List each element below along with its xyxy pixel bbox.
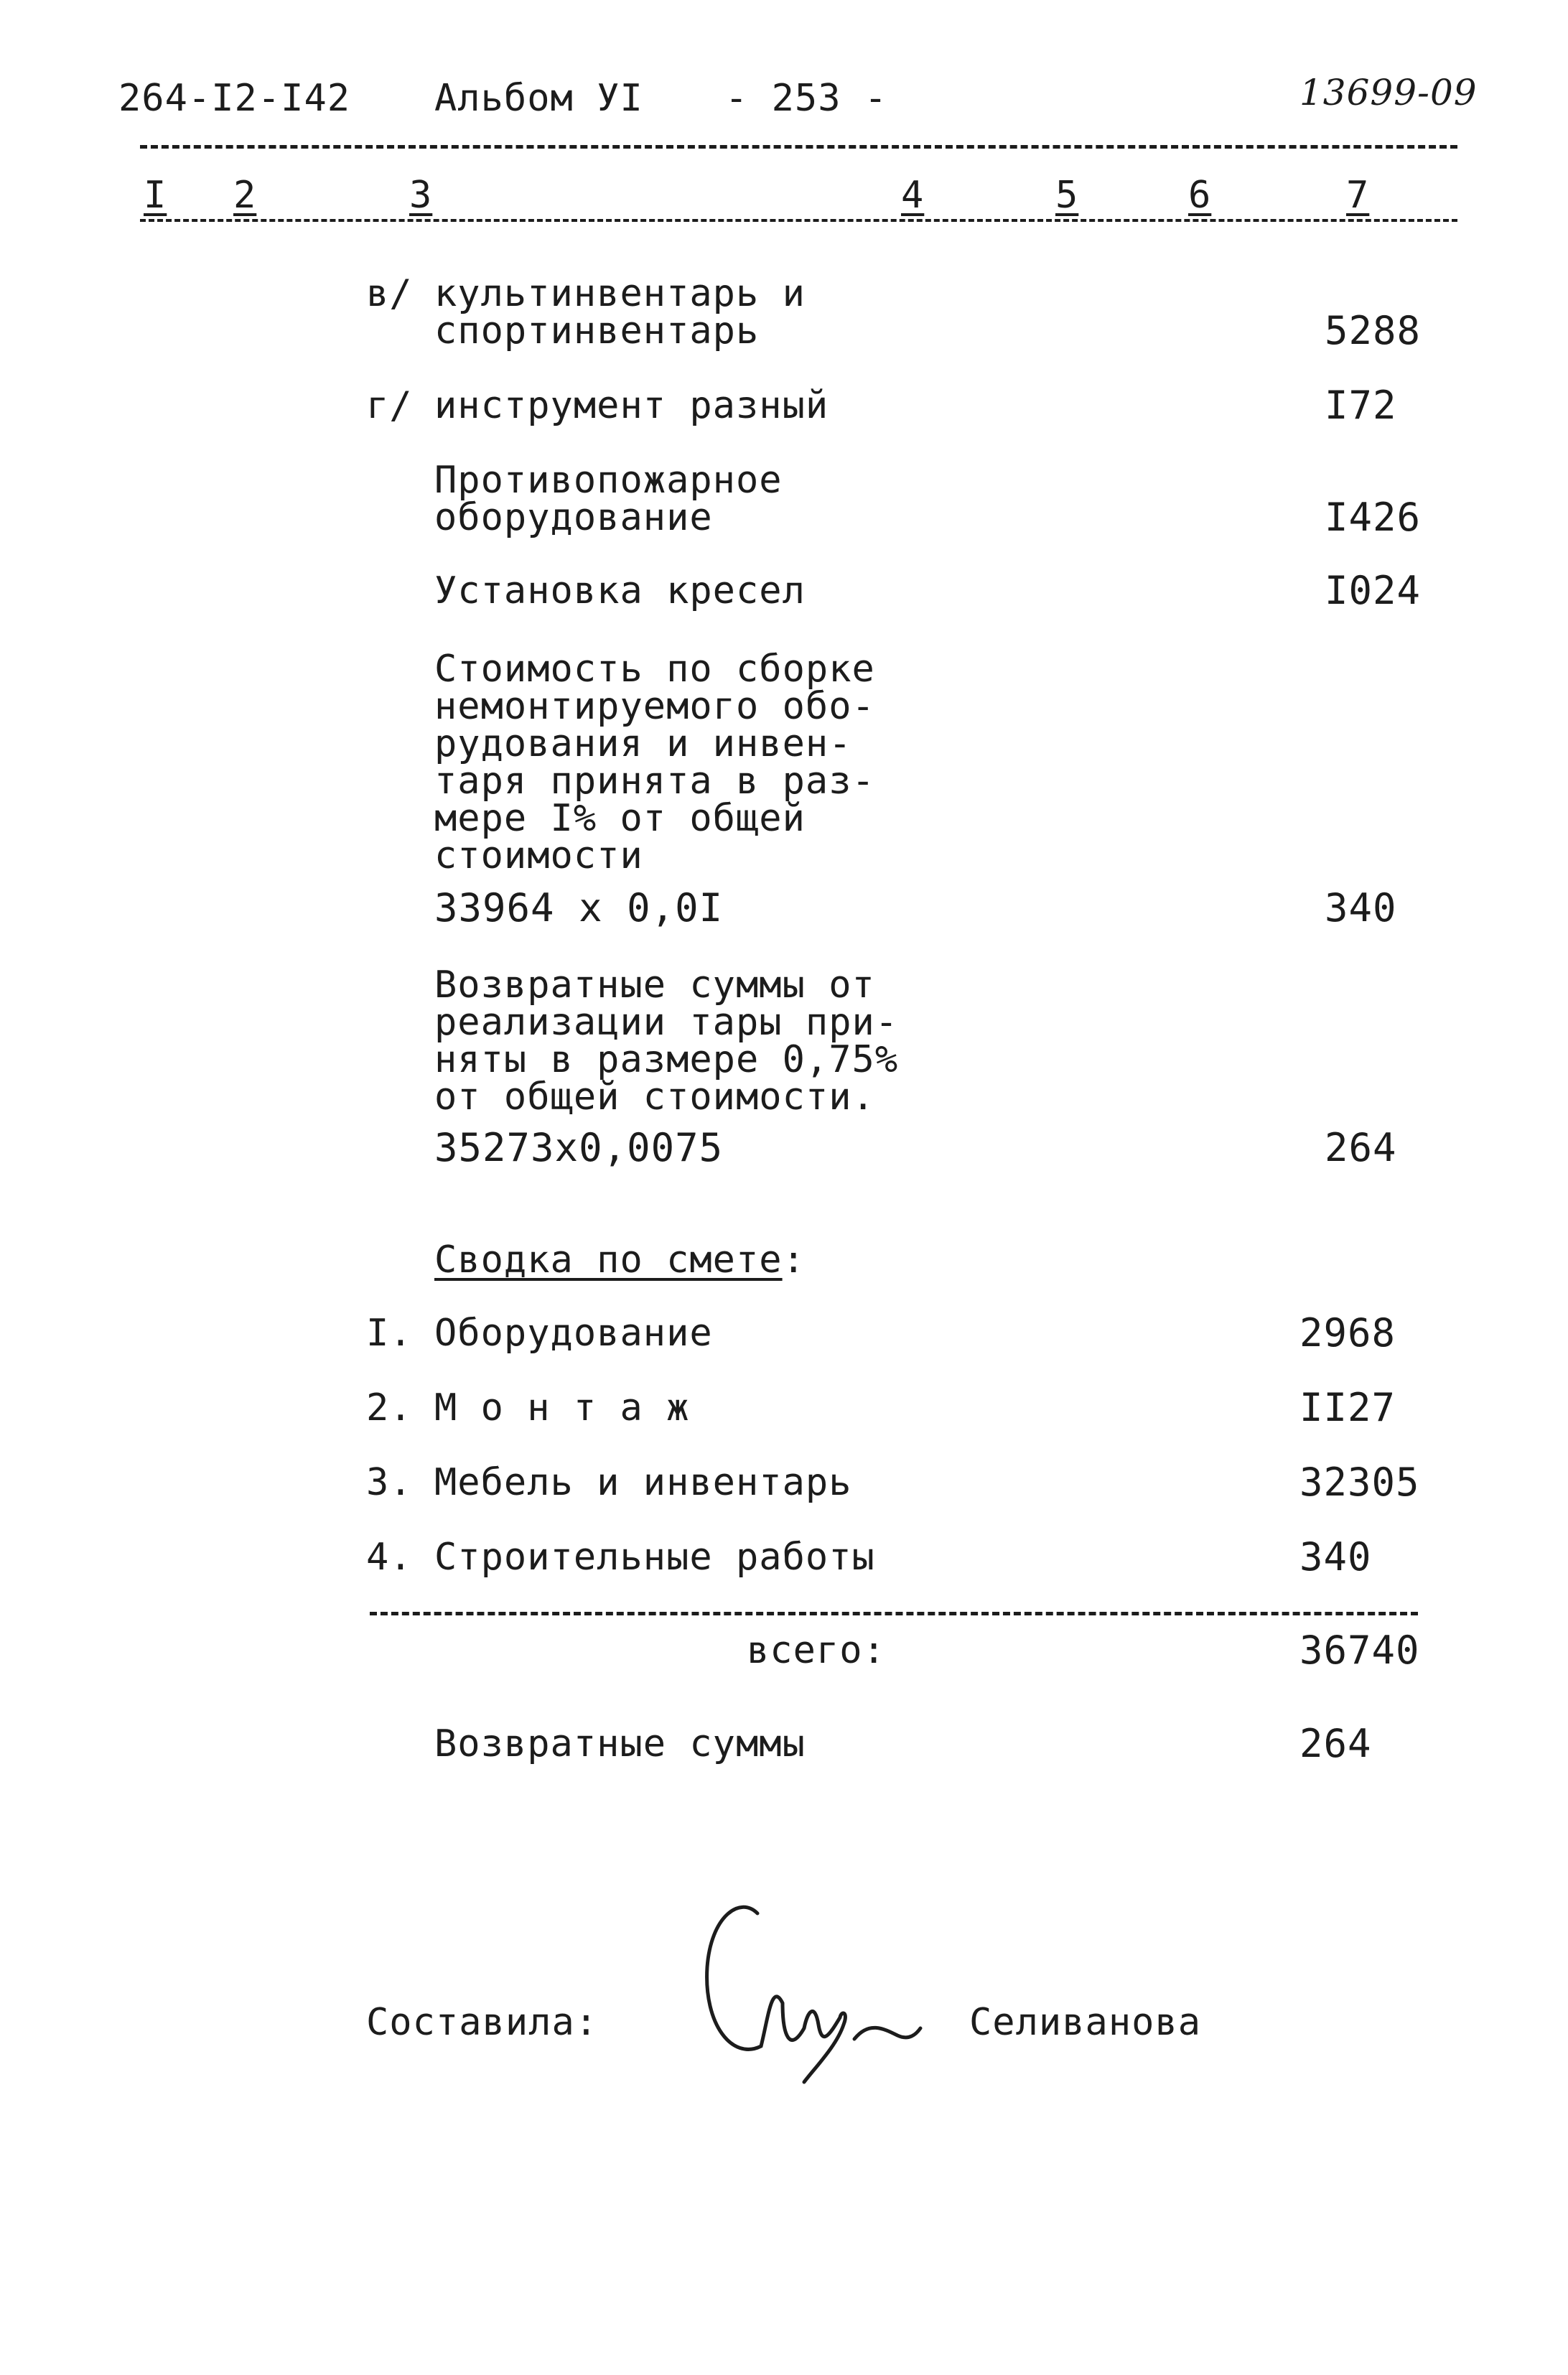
column-row-dashes	[140, 219, 1457, 222]
summary-row-number: 3.	[366, 1461, 413, 1504]
page-number: - 253 -	[725, 77, 888, 120]
column-number: 7	[1346, 174, 1370, 217]
item-value: I024	[1325, 568, 1422, 613]
total-label: всего:	[747, 1629, 886, 1672]
summary-row-number: 2.	[366, 1386, 413, 1429]
note-line: Стоимость по сборке	[434, 648, 875, 691]
summary-title	[434, 1238, 806, 1282]
return-sums-value: 264	[1299, 1721, 1372, 1766]
note-line: реализации тары при-	[434, 1001, 899, 1044]
item-marker: г/	[366, 384, 413, 427]
item-text-line: спортинвентарь	[434, 309, 760, 353]
summary-row-number: 4.	[366, 1536, 413, 1579]
item-marker: в/	[366, 272, 413, 315]
summary-title-text: Сводка по смете	[434, 1238, 783, 1282]
summary-row-value: II27	[1299, 1385, 1396, 1430]
note-line: Возвратные суммы от	[434, 963, 875, 1007]
item-text-line: Противопожарное	[434, 459, 783, 502]
signature	[689, 1881, 926, 2096]
total-value: 36740	[1299, 1628, 1420, 1673]
archive-stamp-number: 13699-09	[1299, 72, 1478, 113]
summary-row-value: 340	[1299, 1534, 1372, 1580]
note-line: от общей стоимости.	[434, 1075, 875, 1119]
compiler-name: Селиванова	[969, 2001, 1202, 2044]
summary-row-value: 2968	[1299, 1310, 1396, 1356]
summary-row-label: Строительные работы	[434, 1536, 875, 1579]
calculation: 33964 x 0,0I	[434, 885, 724, 930]
summary-divider	[370, 1612, 1418, 1615]
column-number: 2	[233, 174, 257, 217]
column-number: 6	[1188, 174, 1212, 217]
album-label: Альбом УI	[434, 77, 643, 120]
summary-row-label: Оборудование	[434, 1312, 713, 1355]
note-line: мере I% от общей	[434, 797, 806, 840]
column-number: 5	[1055, 174, 1079, 217]
return-sums-label: Возвратные суммы	[434, 1722, 806, 1765]
column-number: 4	[901, 174, 925, 217]
compiled-by-label: Составила:	[366, 2001, 599, 2044]
summary-row-label: Мебель и инвентарь	[434, 1461, 852, 1504]
item-value: I72	[1325, 383, 1397, 428]
summary-row-value: 32305	[1299, 1460, 1420, 1505]
item-text-line: инструмент разный	[434, 384, 829, 427]
item-text-line: Установка кресел	[434, 569, 806, 612]
header-divider	[140, 145, 1457, 149]
note-line: рудования и инвен-	[434, 722, 852, 765]
calculation: 35273х0,0075	[434, 1125, 724, 1170]
item-value: 5288	[1325, 308, 1422, 353]
item-text-line: оборудование	[434, 496, 713, 539]
item-value: 264	[1325, 1125, 1397, 1170]
item-text-line: культинвентарь и	[434, 272, 806, 315]
note-line: таря принята в раз-	[434, 760, 875, 803]
note-line: стоимости	[434, 834, 643, 877]
note-line: няты в размере 0,75%	[434, 1038, 899, 1081]
summary-title-colon: :	[782, 1238, 806, 1282]
summary-row-label: М о н т а ж	[434, 1386, 690, 1429]
item-value: I426	[1325, 495, 1422, 540]
summary-row-number: I.	[366, 1312, 413, 1355]
document-code: 264-I2-I42	[118, 77, 351, 120]
column-number: I	[144, 174, 167, 217]
note-line: немонтируемого обо-	[434, 685, 875, 728]
column-number: 3	[409, 174, 433, 217]
item-value: 340	[1325, 885, 1397, 930]
